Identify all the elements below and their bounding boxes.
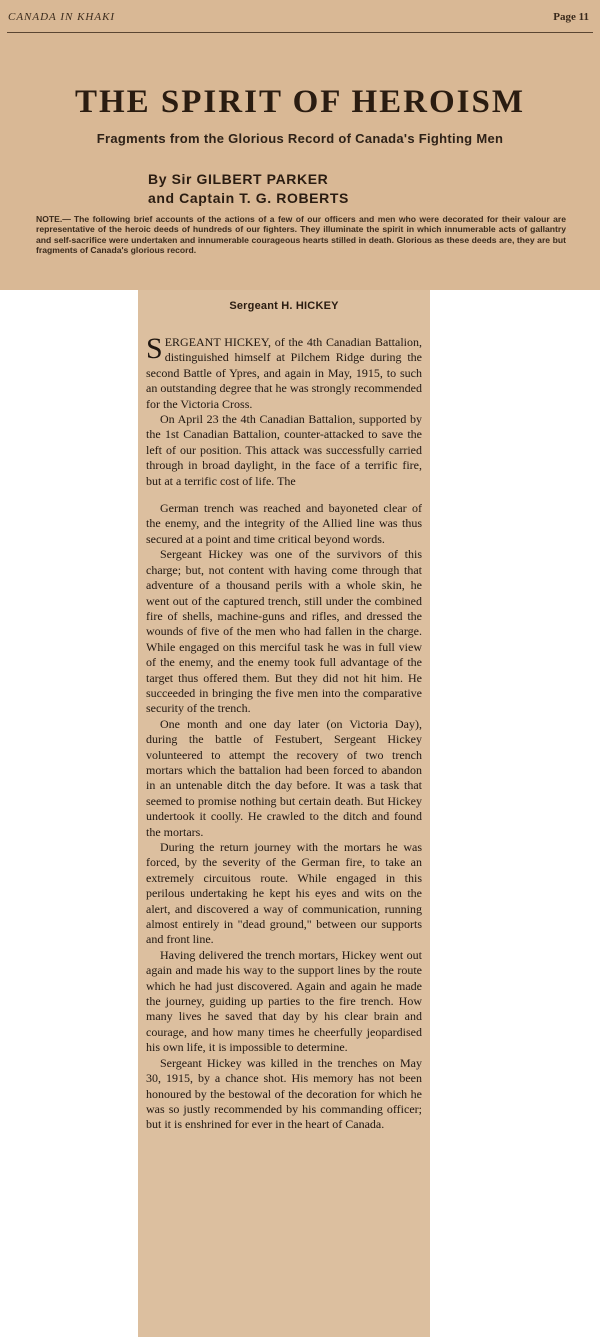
subtitle: Fragments from the Glorious Record of Canada's Fighting Men xyxy=(96,131,504,146)
publication-name: CANADA IN KHAKI xyxy=(8,11,116,23)
paragraph: Sergeant Hickey was one of the survivors of this charge; but, not content with having come through that adventure of a thousand perils with a whole skin, he went out of the captured trench, still under the combined fire of shells, machine-guns and rifles, and dressed the wounds of five of the men who had fallen in the charge. While engaged on this merciful task he was in full view of the enemy, and the enemy took full advantage of the target thus offered them. But they did not hit him. He succeeded in bringing the five men into the comparative security of the trench. xyxy=(146,547,422,716)
note-label: NOTE.— xyxy=(36,214,71,224)
paragraph: Having delivered the trench mortars, Hickey went out again and made his way to the support lines by the route which he had just discovered. Again and again he made the journey, guiding up parties to the fire trench. How many lives he saved that day by his clear brain and courage, and how many times he cheerfully jeopardised his own life, it is impossible to determine. xyxy=(146,947,422,1055)
note-text: The following brief accounts of the actions of a few of our officers and men who were decorated for their valour are representative of the heroic deeds of hundreds of our fighters. They illuminate the spirit in which innumerable acts of gallantry and self-sacrifice were undertaken and innumerable courageous hearts stilled in death. Glorious as these deeds are, they are but fragments of Canada's glorious record. xyxy=(36,214,566,256)
article-body xyxy=(146,332,422,1133)
editor-note xyxy=(36,214,566,256)
article-header xyxy=(0,0,600,290)
page-number: Page 11 xyxy=(553,11,589,23)
article-heading: Sergeant H. HICKEY xyxy=(229,300,339,312)
byline xyxy=(148,170,468,208)
paragraph: During the return journey with the mortars he was forced, by the severity of the German fire, to take an extremely circuitous route. While engaged in this perilous undertaking he kept his eyes and wits on the alert, and discovered a way of communication, running almost entirely in "dead ground," between our supports and front line. xyxy=(146,840,422,947)
running-head xyxy=(7,6,593,33)
page-title: THE SPIRIT OF HEROISM xyxy=(74,84,525,120)
paragraph: SERGEANT HICKEY, of the 4th Canadian Battalion, distinguished himself at Pilchem Ridge during the second Battle of Ypres, and again in May, 1915, to such an outstanding degree that he was strongly recommended for the Victoria Cross. xyxy=(146,332,422,411)
byline-author-1: By Sir GILBERT PARKER xyxy=(148,171,329,187)
byline-author-2: and Captain T. G. ROBERTS xyxy=(148,190,349,206)
paragraph: On April 23 the 4th Canadian Battalion, supported by the 1st Canadian Battalion, counter-attacked to save the left of our position. This attack was successfully carried through in broad daylight, in the face of a terrific fire, but at a terrific cost of life. The xyxy=(146,412,422,488)
paragraph: Sergeant Hickey was killed in the trenches on May 30, 1915, by a chance shot. His memory has not been honoured by the bestowal of the decoration for which he was so justly recommended by his commanding officer; but it is enshrined for ever in the heart of Canada. xyxy=(146,1055,422,1132)
article-column xyxy=(138,290,430,1337)
paragraph: German trench was reached and bayoneted clear of the enemy, and the integrity of the Allied line was thus secured at a point and time critical beyond words. xyxy=(146,501,422,546)
paragraph: One month and one day later (on Victoria Day), during the battle of Festubert, Sergeant Hickey volunteered to attempt the recovery of two trench mortars which the battalion had been forced to abandon in an untenable ditch the day before. It was a task that seemed to promise nothing but certain death. But Hickey undertook it coolly. He crawled to the ditch and found the mortars. xyxy=(146,716,422,839)
